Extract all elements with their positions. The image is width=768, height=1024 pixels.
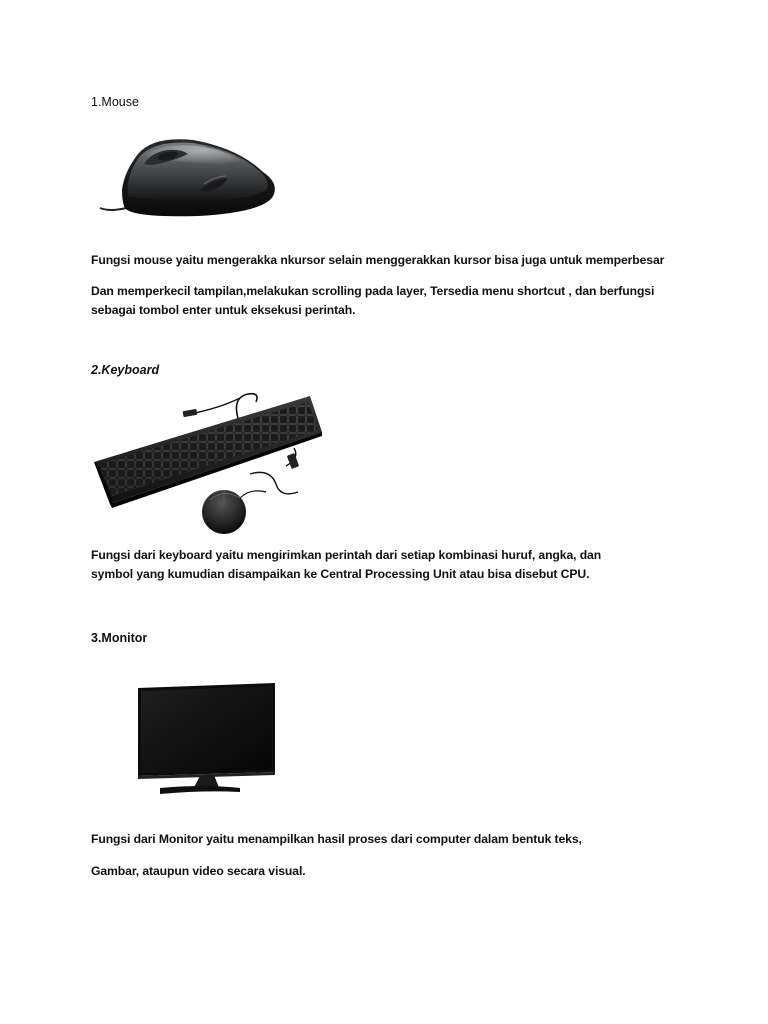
section-heading-monitor: 3.Monitor	[91, 631, 148, 645]
monitor-paragraph-2	[91, 862, 306, 881]
text-line: Fungsi dari Monitor yaitu menampilkan hasil proses dari computer dalam bentuk teks,	[91, 832, 582, 846]
mouse-image	[98, 134, 283, 220]
text-line: Fungsi mouse yaitu mengerakka nkursor selain menggerakkan kursor bisa juga untuk memperbesar	[91, 253, 665, 267]
mouse-paragraph-2	[91, 282, 654, 320]
text-line: symbol yang kumudian disampaikan ke Central Processing Unit atau bisa disebut CPU.	[91, 567, 590, 581]
monitor-image	[134, 680, 280, 796]
text-line: Gambar, ataupun video secara visual.	[91, 864, 306, 878]
keyboard-paragraph-1	[91, 546, 601, 584]
text-line: Fungsi dari keyboard yaitu mengirimkan perintah dari setiap kombinasi huruf, angka, dan	[91, 548, 602, 562]
section-heading-mouse: 1.Mouse	[91, 95, 139, 109]
mouse-paragraph-1	[91, 251, 664, 270]
text-line: Dan memperkecil tampilan,melakukan scrolling pada layer, Tersedia menu shortcut , dan berfungsi	[91, 284, 655, 298]
keyboard-image	[90, 388, 326, 536]
section-heading-keyboard: 2.Keyboard	[91, 363, 160, 377]
monitor-paragraph-1	[91, 830, 582, 849]
text-line: sebagai tombol enter untuk eksekusi perintah.	[91, 303, 356, 317]
